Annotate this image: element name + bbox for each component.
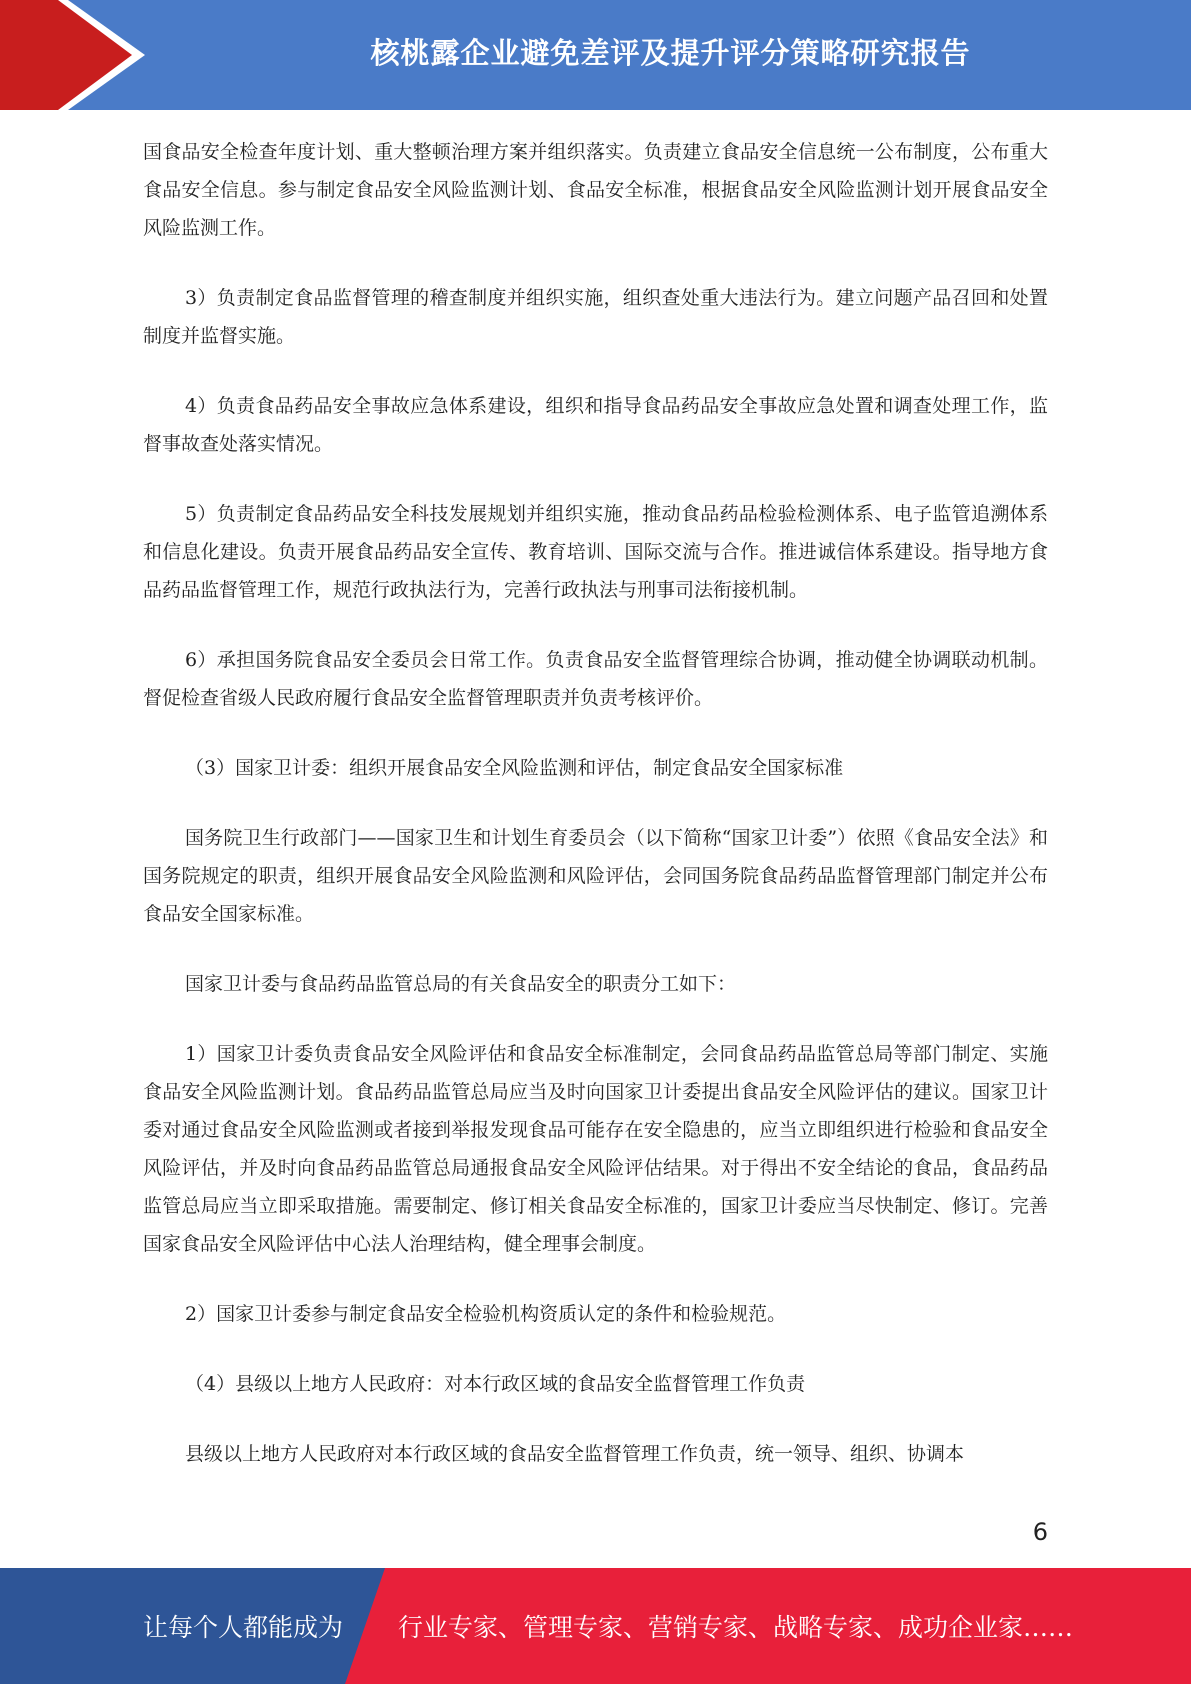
section-heading: （3）国家卫计委：组织开展食品安全风险监测和评估，制定食品安全国家标准 [185,757,844,779]
paragraph: 国家卫计委与食品药品监管总局的有关食品安全的职责分工如下： [185,973,737,995]
paragraph: 6）承担国务院食品安全委员会日常工作。负责食品安全监督管理综合协调，推动健全协调联动机制。督促检查省级人民政府履行食品安全监督管理职责并负责考核评价。 [143,649,1048,709]
document-body [143,133,1048,1505]
section-heading: （4）县级以上地方人民政府：对本行政区域的食品安全监督管理工作负责 [185,1373,806,1395]
paragraph: 国务院卫生行政部门——国家卫生和计划生育委员会（以下简称“国家卫计委”）依照《食品安全法》和国务院规定的职责，组织开展食品安全风险监测和风险评估，会同国务院食品药品监督管理部门制定并公布食品安全国家标准。 [143,827,1048,925]
page-footer [0,1568,1191,1684]
footer-slogan-right: 行业专家、管理专家、营销专家、战略专家、成功企业家…… [398,1613,1074,1642]
paragraph: 县级以上地方人民政府对本行政区域的食品安全监督管理工作负责，统一领导、组织、协调本 [185,1443,965,1465]
page-header [0,0,1191,110]
page-number: 6 [1032,1518,1048,1546]
paragraph: 4）负责食品药品安全事故应急体系建设，组织和指导食品药品安全事故应急处置和调查处理工作，监督事故查处落实情况。 [143,395,1048,455]
report-title: 核桃露企业避免差评及提升评分策略研究报告 [370,35,971,70]
paragraph: 3）负责制定食品监督管理的稽查制度并组织实施，组织查处重大违法行为。建立问题产品召回和处置制度并监督实施。 [143,287,1048,347]
paragraph: 2）国家卫计委参与制定食品安全检验机构资质认定的条件和检验规范。 [185,1303,787,1325]
paragraph: 5）负责制定食品药品安全科技发展规划并组织实施，推动食品药品检验检测体系、电子监管追溯体系和信息化建设。负责开展食品药品安全宣传、教育培训、国际交流与合作。推进诚信体系建设。指导地方食品药品监督管理工作，规范行政执法行为，完善行政执法与刑事司法衔接机制。 [143,503,1048,601]
footer-slogan-left: 让每个人都能成为 [143,1613,344,1642]
paragraph: 1）国家卫计委负责食品安全风险评估和食品安全标准制定，会同食品药品监管总局等部门制定、实施食品安全风险监测计划。食品药品监管总局应当及时向国家卫计委提出食品安全风险评估的建议。国家卫计委对通过食品安全风险监测或者接到举报发现食品可能存在安全隐患的，应当立即组织进行检验和食品安全风险评估，并及时向食品药品监管总局通报食品安全风险评估结果。对于得出不安全结论的食品，食品药品监管总局应当立即采取措施。需要制定、修订相关食品安全标准的，国家卫计委应当尽快制定、修订。完善国家食品安全风险评估中心法人治理结构，健全理事会制度。 [143,1043,1048,1255]
paragraph: 国食品安全检查年度计划、重大整顿治理方案并组织落实。负责建立食品安全信息统一公布制度，公布重大食品安全信息。参与制定食品安全风险监测计划、食品安全标准，根据食品安全风险监测计划开展食品安全风险监测工作。 [143,141,1048,239]
